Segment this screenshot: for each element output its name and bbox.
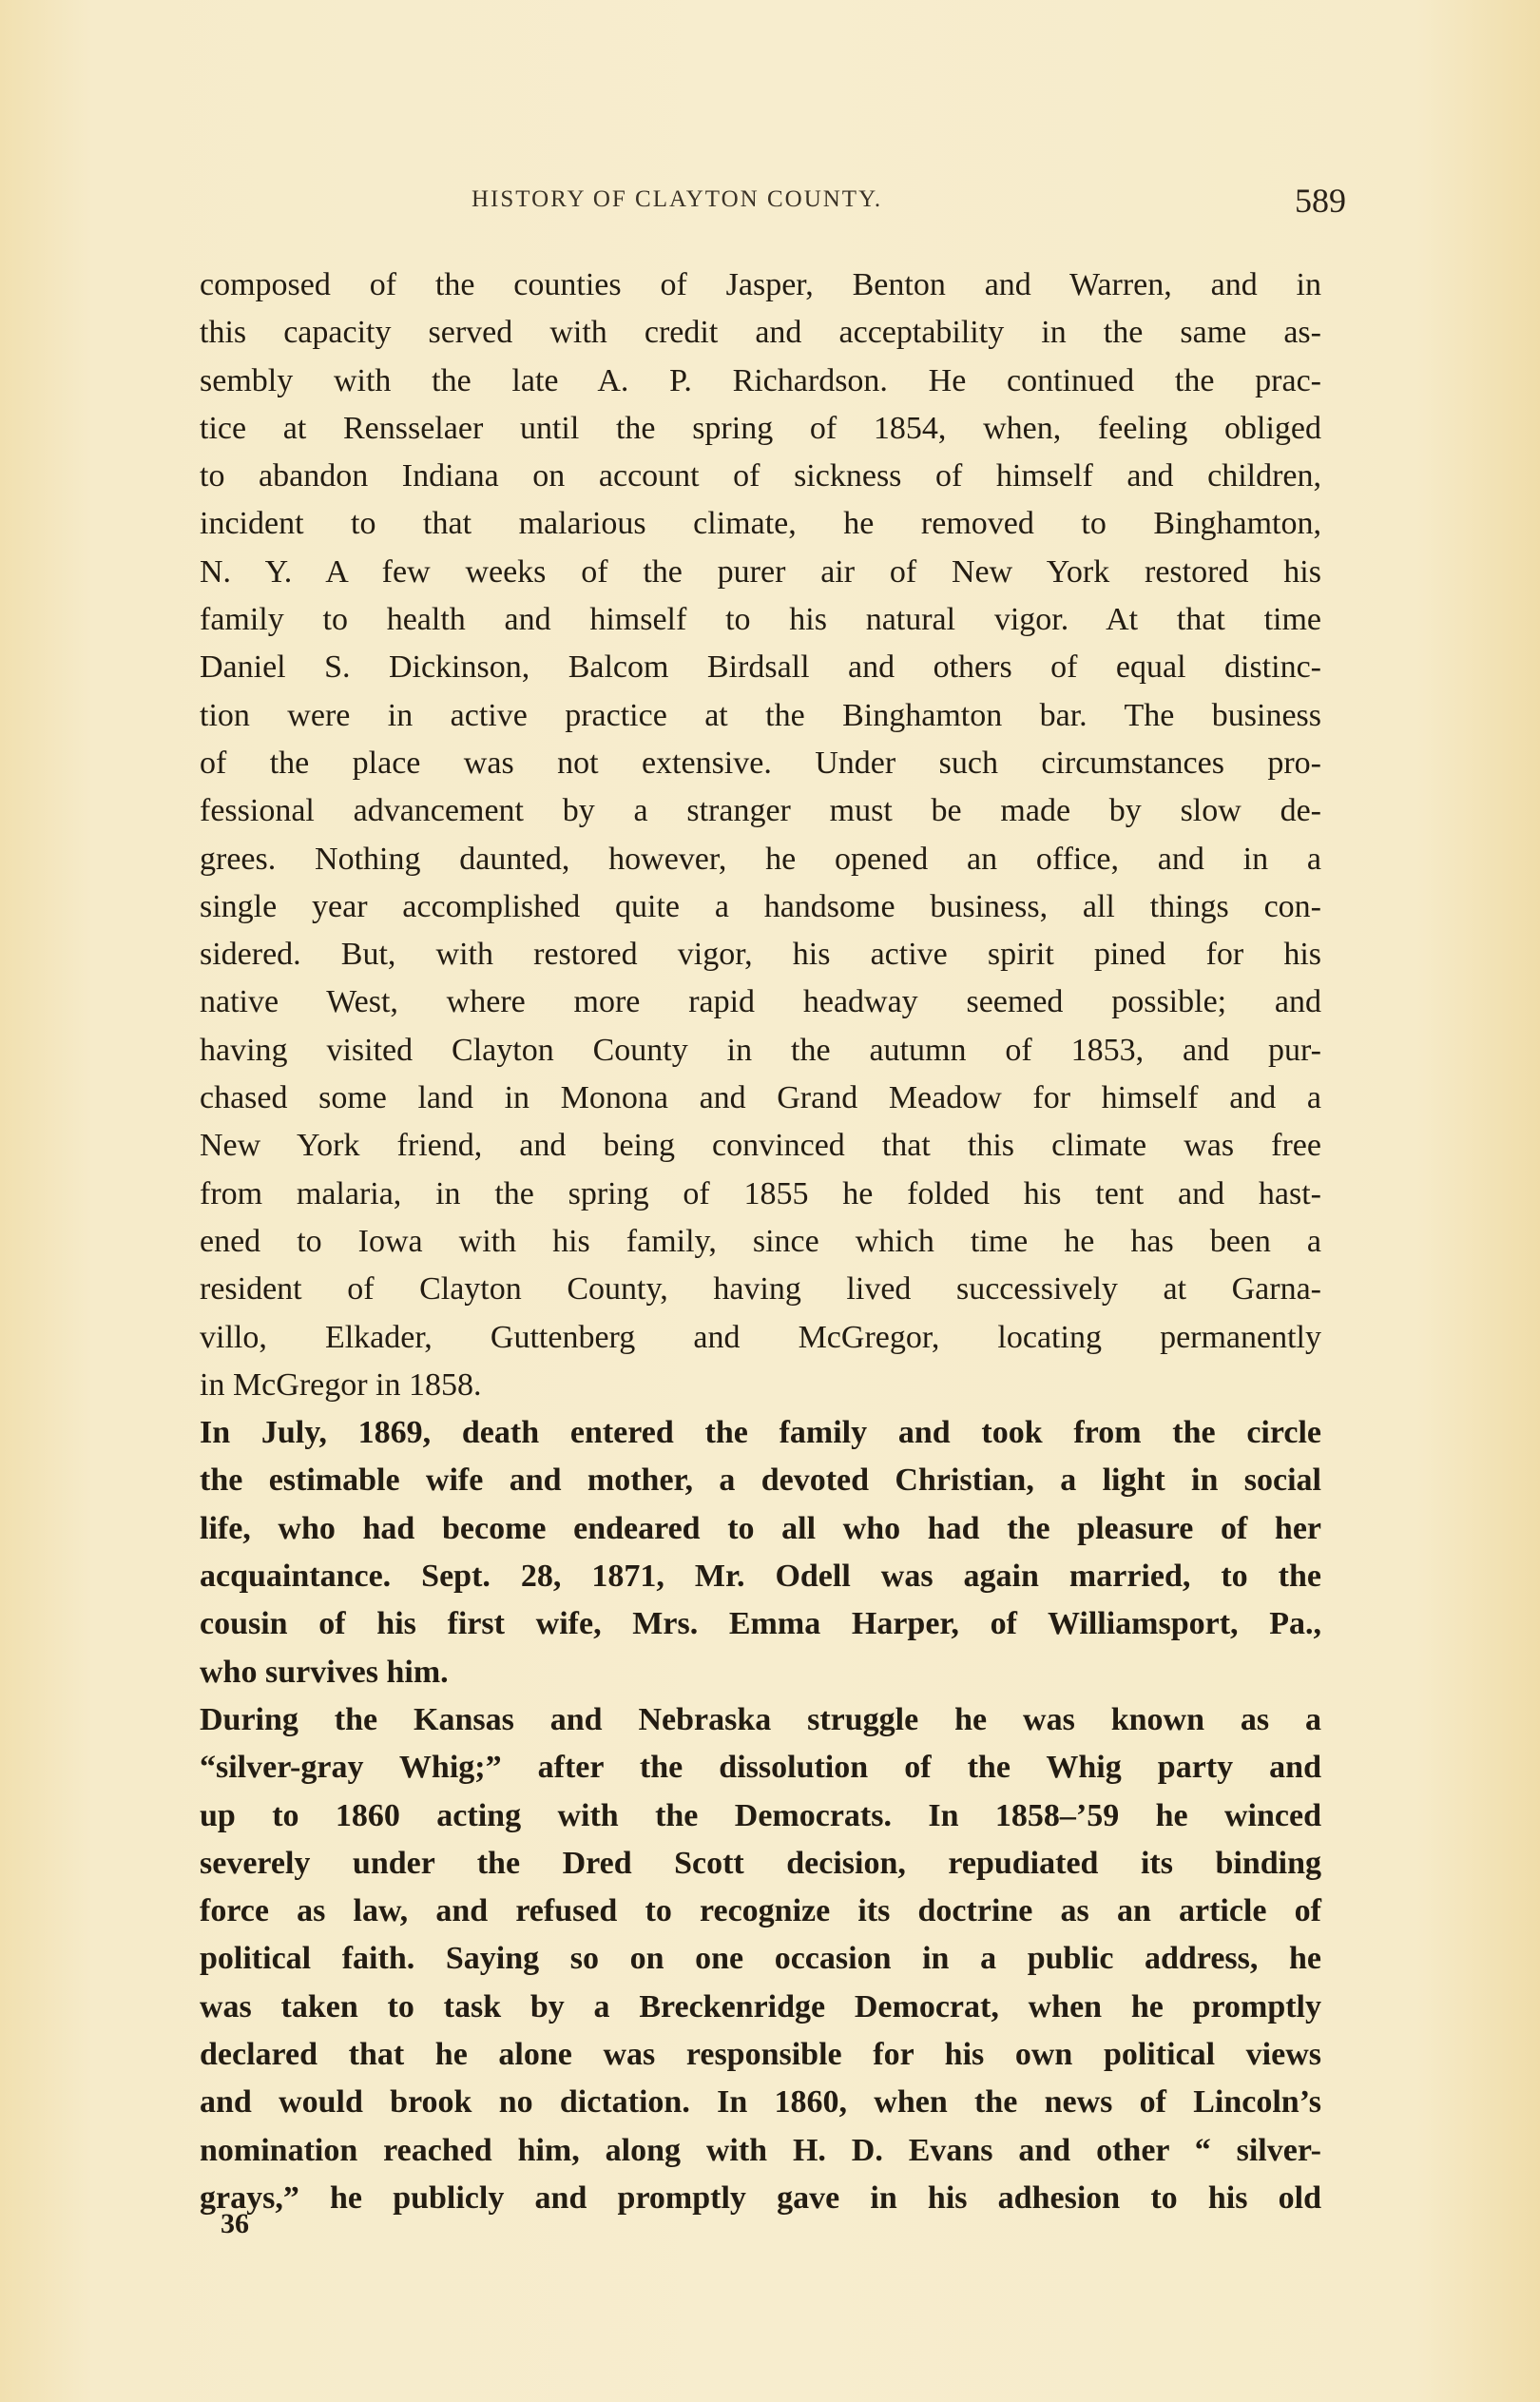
text-line: composed of the counties of Jasper, Benton and Warren, and in bbox=[200, 267, 1321, 302]
text-line: cousin of his first wife, Mrs. Emma Harper, of Williamsport, Pa., bbox=[200, 1606, 1321, 1642]
text-line: In July, 1869, death entered the family and took from the circle bbox=[200, 1415, 1321, 1451]
text-line: fessional advancement by a stranger must be made by slow de- bbox=[200, 793, 1321, 829]
text-line: sidered. But, with restored vigor, his active spirit pined for his bbox=[200, 937, 1321, 973]
text-line: sembly with the late A. P. Richardson. He continued the prac- bbox=[200, 362, 1321, 398]
text-line: and would brook no dictation. In 1860, when the news of Lincoln’s bbox=[200, 2084, 1321, 2121]
text-line: grays,” he publicly and promptly gave in his adhesion to his old bbox=[200, 2179, 1321, 2216]
text-line: Daniel S. Dickinson, Balcom Birdsall and others of equal distinc- bbox=[200, 649, 1321, 686]
text-line: this capacity served with credit and acceptability in the same as- bbox=[200, 315, 1321, 351]
text-line: N. Y. A few weeks of the purer air of New York restored his bbox=[200, 553, 1321, 590]
text-line: to abandon Indiana on account of sickness of himself and children, bbox=[200, 458, 1321, 494]
text-line: was taken to task by a Breckenridge Democrat, when he promptly bbox=[200, 1988, 1321, 2024]
text-line: family to health and himself to his natural vigor. At that time bbox=[200, 602, 1321, 638]
text-line: ened to Iowa with his family, since which time he has been a bbox=[200, 1223, 1321, 1259]
text-line: grees. Nothing daunted, however, he opened an office, and in a bbox=[200, 841, 1321, 877]
text-line: acquaintance. Sept. 28, 1871, Mr. Odell was again married, to the bbox=[200, 1559, 1321, 1595]
text-line: political faith. Saying so on one occasion in a public address, he bbox=[200, 1941, 1321, 1977]
text-line: tion were in active practice at the Binghamton bar. The business bbox=[200, 697, 1321, 733]
text-line: the estimable wife and mother, a devoted Christian, a light in social bbox=[200, 1463, 1321, 1499]
text-line: in McGregor in 1858. bbox=[200, 1366, 482, 1403]
text-line: severely under the Dred Scott decision, repudiated its binding bbox=[200, 1845, 1321, 1881]
text-line: incident to that malarious climate, he removed to Binghamton, bbox=[200, 506, 1321, 542]
text-line: native West, where more rapid headway seemed possible; and bbox=[200, 984, 1321, 1020]
text-line: resident of Clayton County, having lived successively at Garna- bbox=[200, 1271, 1321, 1308]
running-head: HISTORY OF CLAYTON COUNTY. bbox=[472, 186, 883, 212]
text-line: declared that he alone was responsible for his own political views bbox=[200, 2036, 1321, 2072]
body-text bbox=[200, 262, 1321, 2222]
page-header bbox=[472, 181, 1346, 223]
text-line: force as law, and refused to recognize its doctrine as an article of bbox=[200, 1893, 1321, 1929]
text-line: villo, Elkader, Guttenberg and McGregor, locating permanently bbox=[200, 1319, 1321, 1355]
text-line: “silver-gray Whig;” after the dissolution of the Whig party and bbox=[200, 1750, 1321, 1786]
signature-mark: 36 bbox=[221, 2208, 249, 2239]
text-line: who survives him. bbox=[200, 1654, 449, 1690]
text-line: from malaria, in the spring of 1855 he folded his tent and hast- bbox=[200, 1175, 1321, 1211]
text-line: tice at Rensselaer until the spring of 1854, when, feeling obliged bbox=[200, 410, 1321, 446]
text-line: chased some land in Monona and Grand Meadow for himself and a bbox=[200, 1080, 1321, 1116]
text-line: up to 1860 acting with the Democrats. In 1858–’59 he winced bbox=[200, 1797, 1321, 1833]
text-line: single year accomplished quite a handsome business, all things con- bbox=[200, 888, 1321, 924]
text-line: New York friend, and being convinced that this climate was free bbox=[200, 1128, 1321, 1164]
text-line: life, who had become endeared to all who had the pleasure of her bbox=[200, 1510, 1321, 1546]
text-line: of the place was not extensive. Under such circumstances pro- bbox=[200, 745, 1321, 781]
text-line: During the Kansas and Nebraska struggle he was known as a bbox=[200, 1701, 1321, 1737]
text-line: having visited Clayton County in the autumn of 1853, and pur- bbox=[200, 1032, 1321, 1068]
page-number: 589 bbox=[1295, 182, 1346, 220]
text-line: nomination reached him, along with H. D. Evans and other “ silver- bbox=[200, 2132, 1321, 2168]
